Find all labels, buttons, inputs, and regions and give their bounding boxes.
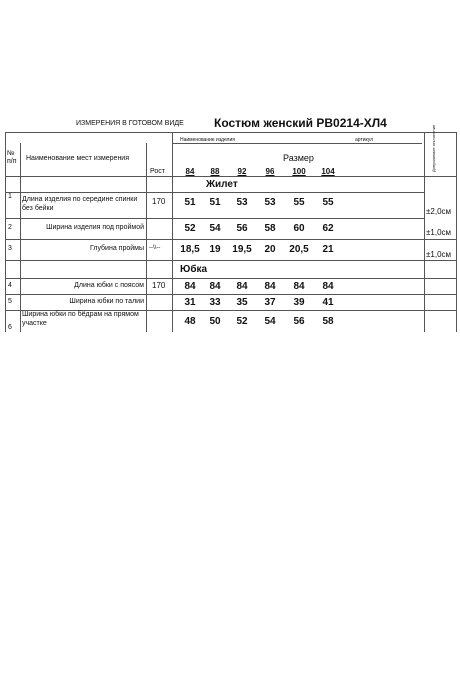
measurement-value: 54	[209, 223, 221, 234]
measurement-value: 18,5	[180, 244, 200, 255]
size-header: 84	[185, 167, 195, 176]
size-header: 100	[292, 167, 306, 176]
rule	[20, 143, 21, 332]
measurement-value: 19	[209, 244, 221, 255]
measurement-value: 55	[322, 197, 334, 208]
measurement-value: 20,5	[289, 244, 309, 255]
measurement-value: 54	[264, 316, 276, 327]
column-header-tolerance: Допускаемое отклонение	[431, 124, 436, 172]
row-number: 5	[8, 298, 12, 305]
measurement-value: 84	[264, 281, 276, 292]
measurement-value: 21	[322, 244, 334, 255]
measurement-name: Длина юбки с поясом	[74, 282, 144, 289]
rule	[146, 143, 147, 332]
rule	[456, 132, 457, 332]
section-title: Юбка	[180, 264, 208, 275]
rule	[5, 294, 457, 295]
tolerance-value: ±1,0см	[426, 228, 452, 237]
rule	[5, 218, 425, 219]
measurement-value: 84	[293, 281, 305, 292]
measurement-value: 41	[322, 297, 334, 308]
rule	[5, 132, 457, 133]
size-header: 104	[321, 167, 335, 176]
rule	[5, 239, 457, 240]
height-value: 170	[152, 197, 166, 206]
measurement-value: 58	[322, 316, 334, 327]
row-number: 3	[8, 245, 12, 252]
measurement-value: 37	[264, 297, 276, 308]
rule	[5, 176, 457, 177]
section-title: Жилет	[206, 179, 238, 190]
size-header: 88	[210, 167, 220, 176]
measurement-value: 84	[209, 281, 221, 292]
measurement-value: 53	[264, 197, 276, 208]
height-value: 170	[152, 281, 166, 290]
measurement-value: 51	[209, 197, 221, 208]
measurement-value: 58	[264, 223, 276, 234]
sheet-caption: ИЗМЕРЕНИЯ В ГОТОВОМ ВИДЕ	[76, 120, 184, 127]
measurement-name: Ширина юбки по талии	[69, 298, 144, 305]
measurement-value: 51	[184, 197, 196, 208]
row-number: 1	[8, 193, 12, 200]
measurement-value: 84	[322, 281, 334, 292]
rule	[172, 143, 422, 144]
article-label: артикул	[355, 137, 374, 143]
measurement-name: Глубина проймы	[89, 245, 144, 252]
measurement-name: Длина изделия по середине спинки без бейки	[22, 196, 138, 212]
garment-title: Костюм женский РВ0214-ХЛ4	[214, 116, 387, 130]
measurement-value: 33	[209, 297, 221, 308]
column-header-name: Наименование мест измерения	[26, 155, 130, 162]
measurement-name: Ширина юбки по бёдрам на прямом участке	[22, 311, 139, 327]
measurement-value: 53	[236, 197, 248, 208]
measurement-value: 35	[236, 297, 248, 308]
garment-name-label: Наименование изделия	[180, 137, 235, 143]
measurement-value: 56	[293, 316, 305, 327]
size-header: 96	[265, 167, 275, 176]
measurement-value: 52	[184, 223, 196, 234]
measurement-value: 19,5	[232, 244, 252, 255]
measurement-value: 84	[236, 281, 248, 292]
measurement-value: 52	[236, 316, 248, 327]
measurement-name: Ширина изделия под проймой	[46, 224, 144, 231]
measurement-value: 50	[209, 316, 221, 327]
row-number: 6	[8, 324, 12, 331]
rule	[5, 278, 457, 279]
column-header-size: Размер	[283, 153, 314, 163]
size-header: 92	[237, 167, 247, 176]
measurement-value: 31	[184, 297, 196, 308]
height-value: --\\--	[149, 245, 161, 251]
measurement-value: 39	[293, 297, 305, 308]
row-number: 2	[8, 224, 12, 231]
column-header-num: № п/п	[7, 150, 17, 166]
measurement-value: 56	[236, 223, 248, 234]
rule	[5, 192, 425, 193]
rule	[424, 132, 425, 332]
column-header-height: Рост	[150, 168, 165, 175]
measurement-value: 48	[184, 316, 196, 327]
measurement-value: 60	[293, 223, 305, 234]
measurement-value: 84	[184, 281, 196, 292]
rule	[5, 260, 457, 261]
measurement-value: 55	[293, 197, 305, 208]
tolerance-value: ±2,0см	[426, 207, 452, 216]
rule	[5, 132, 6, 332]
tolerance-value: ±1,0см	[426, 250, 452, 259]
measurement-value: 20	[264, 244, 276, 255]
rule	[172, 132, 173, 332]
row-number: 4	[8, 282, 12, 289]
measurement-value: 62	[322, 223, 334, 234]
